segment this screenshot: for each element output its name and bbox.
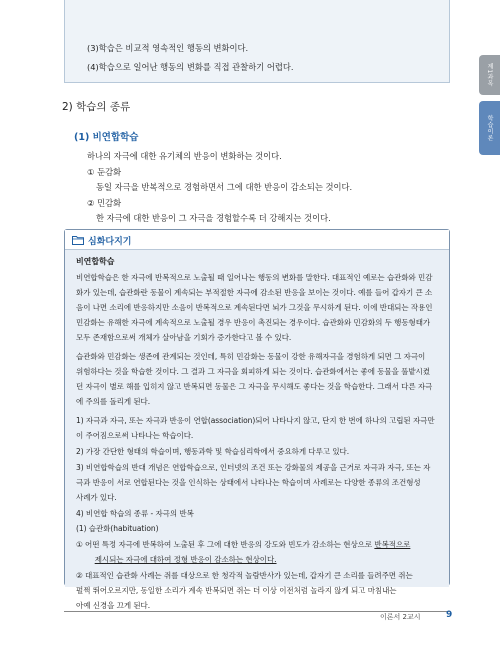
deep-line: 펄쩍 뛰어오르지만, 동일한 소리가 계속 반복되면 쥐는 더 이상 이전처럼 놀라지 않게 되고 마침내는 [76, 586, 397, 595]
section-title: 2) 학습의 종류 [62, 101, 131, 113]
deep-line: 던 자극이 별로 해를 입히지 않고 반복되면 동물은 그 자극을 무시해도 좋다는 것을 학습한다. 그래서 다른 자극 [76, 382, 433, 391]
deep-line: 이 주어짐으로써 나타나는 학습이다. [76, 431, 194, 440]
item1-title: ① 둔감화 [87, 167, 122, 177]
item2-text: 한 자극에 대한 반응이 그 자극을 경험할수록 더 강해지는 것이다. [96, 213, 331, 223]
side-tab-subject-label: 제1과목 [486, 63, 493, 87]
top-summary-box [64, 0, 450, 83]
deep-dive-body [65, 250, 449, 610]
deep-line: 습관화와 민감화는 생존에 관계되는 것인데, 특히 민감화는 동물이 강한 유해자극을 경험하게 되면 그 자극이 [76, 352, 426, 361]
folder-icon [72, 235, 84, 245]
side-tab-topic[interactable] [479, 101, 500, 155]
deep-line [76, 554, 277, 565]
summary-line-4: (4)학습으로 일어난 행동의 변화를 직접 관찰하기 어렵다. [87, 62, 294, 72]
item2-title: ② 민감화 [87, 198, 122, 208]
deep-line: 화가 있는데, 습관화란 동물이 계속되는 부적절한 자극에 감소된 반응을 보이는 것이다. 예를 들어 갑자기 큰 소 [76, 288, 433, 297]
deep-line: 극과 반응이 서로 연합된다는 것을 인식하는 상태에서 나타나는 학습이며 사례로는 다양한 종류의 조건형성 [76, 478, 421, 487]
deep-dive-header [65, 230, 449, 250]
underlined-text: 반복적으로 [374, 540, 411, 549]
side-tab-subject[interactable] [479, 55, 500, 95]
page-number: 9 [446, 610, 453, 620]
deep-line: 2) 가장 간단한 형태의 학습이며, 행동과학 및 학습심리학에서 중요하게 다루고 있다. [76, 447, 350, 456]
deep-line: (1) 습관화(habituation) [76, 524, 159, 533]
subsection-title: (1) 비연합학습 [74, 132, 139, 143]
item1-text: 동일 자극을 반복적으로 경험하면서 그에 대한 반응이 감소되는 것이다. [96, 182, 353, 192]
deep-line: 4) 비연합 학습의 종류 - 자극의 반복 [76, 509, 194, 518]
deep-line: 음이 나면 소리에 반응하지만 소음이 반복적으로 계속된다면 뇌가 그것을 무시하게 된다. 이에 반대되는 작용인 [76, 303, 433, 312]
deep-dive-box [64, 229, 450, 610]
deep-line: 민감화는 유해한 자극에 계속적으로 노출될 경우 반응이 촉진되는 경우이다. 습관화와 민감화의 두 행동형태가 [76, 318, 431, 327]
deep-dive-title: 심화다지기 [88, 237, 132, 247]
deep-line: ② 대표적인 습관화 사례는 쥐를 대상으로 한 청각적 놀람반사가 있는데, 갑자기 큰 소리를 들려주면 쥐는 [76, 571, 413, 580]
deep-line: 1) 자극과 자극, 또는 자극과 반응이 연합(association)되어 나타나지 않고, 단지 한 번에 하나의 고립된 자극만 [76, 416, 435, 425]
deep-line-part: ① 어떤 특정 자극에 반복하여 노출된 후 그에 대한 반응의 강도와 빈도가 감소하는 현상으로 [76, 540, 375, 549]
deep-line: 아예 신경을 끄게 된다. [76, 601, 151, 610]
deep-line: 모두 존재함으로써 개체가 살아남을 기회가 증가한다고 볼 수 있다. [76, 333, 292, 342]
definition-text: 하나의 자극에 대한 유기체의 반응이 변화하는 것이다. [87, 151, 282, 161]
deep-line: 3) 비연합학습의 반대 개념은 연합학습으로, 인터넷의 조건 또는 강화물의 제공을 근거로 자극과 자극, 또는 자 [76, 463, 431, 472]
deep-line [76, 539, 410, 550]
deep-line: 사례가 있다. [76, 493, 117, 502]
deep-line: 에 주의를 돌리게 된다. [76, 397, 151, 406]
deep-line: 비연합학습은 한 자극에 반복적으로 노출될 때 일어나는 행동의 변화를 말한다. 대표적인 예로는 습관화와 민감 [76, 273, 433, 282]
summary-line-3: (3)학습은 비교적 영속적인 행동의 변화이다. [87, 43, 249, 53]
footer-label: 이론서 2교시 [380, 613, 421, 621]
deep-dive-heading: 비연합학습 [76, 257, 115, 266]
side-tab-topic-label: 학습이론 [486, 115, 493, 141]
underlined-text: 제시되는 자극에 대하여 정형 반응이 감소하는 현상이다. [94, 555, 277, 564]
deep-line: 위험하다는 것을 학습한 것이다. 그 결과 그 자극을 회피하게 되는 것이다. 습관화에서는 좋에 동물을 풀밭시켰 [76, 367, 430, 376]
